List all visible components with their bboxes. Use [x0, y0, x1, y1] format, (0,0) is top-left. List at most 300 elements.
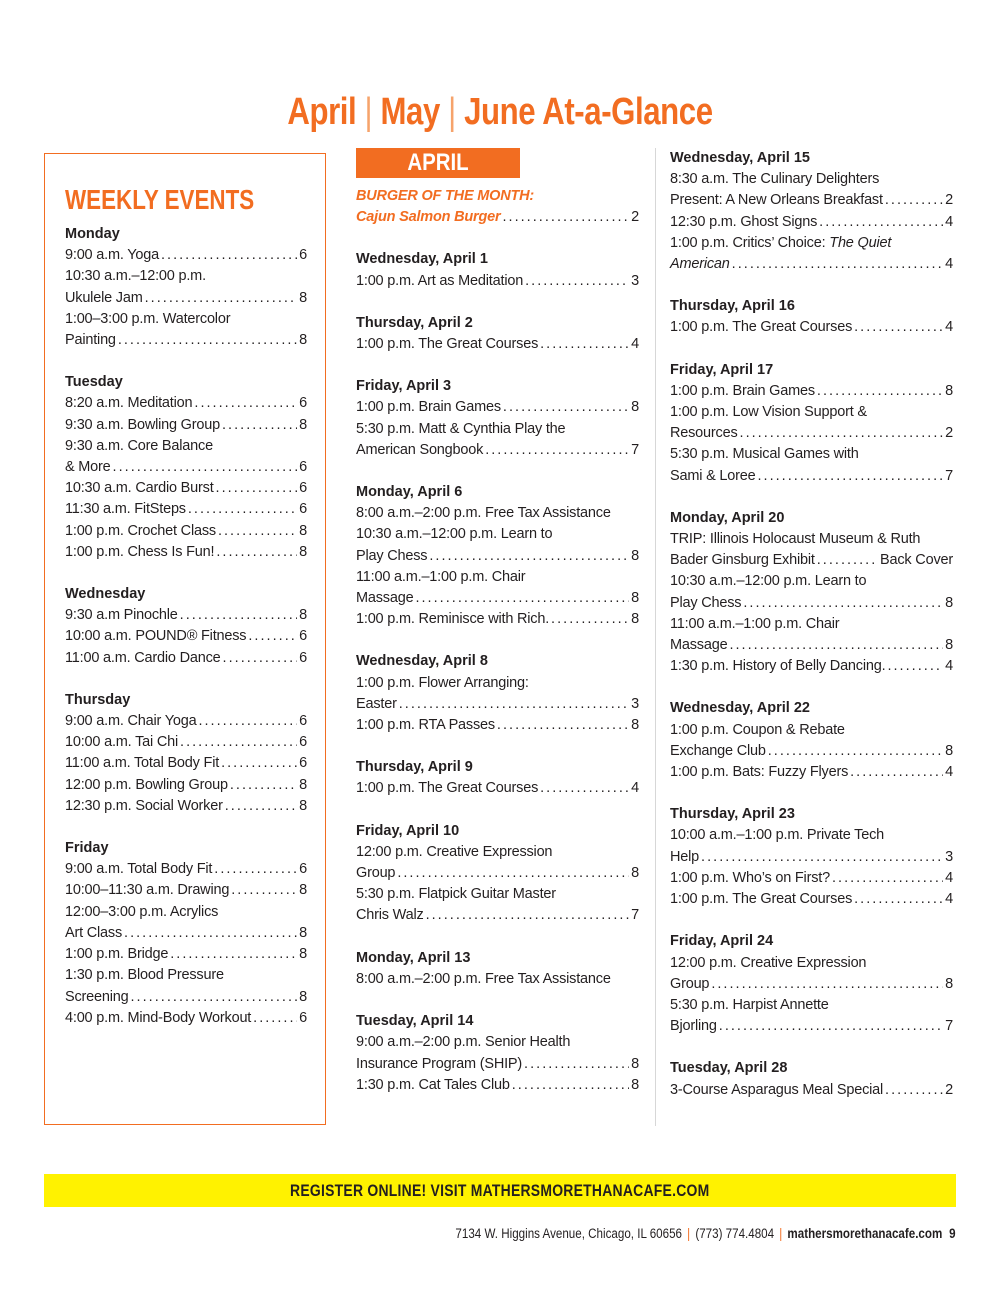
event-line [65, 478, 307, 499]
leader-dots [768, 741, 943, 762]
event-text: Massage [356, 590, 414, 607]
day-heading: Friday [65, 840, 109, 857]
page-number: 8 [945, 742, 953, 759]
event-line [356, 567, 639, 588]
event-text: 11:00 a.m.–1:00 p.m. Chair [356, 568, 526, 585]
event-text: 9:00 a.m. Total Body Fit [65, 861, 213, 878]
page-number: 2 [945, 192, 953, 209]
event-line [356, 884, 639, 905]
register-banner [44, 1174, 956, 1207]
event-text: 1:00 p.m. Who’s on First? [670, 869, 830, 886]
event-text: 9:00 a.m. Chair Yoga [65, 713, 197, 730]
weekly-events-box [44, 153, 326, 1125]
leader-dots [231, 880, 297, 901]
day-heading: Thursday, April 2 [356, 314, 473, 331]
event-line [670, 466, 953, 487]
day-group [670, 360, 953, 487]
leader-dots [113, 457, 298, 478]
leader-dots [248, 626, 297, 647]
event-line [356, 694, 639, 715]
event-text: Sami & Loree [670, 467, 756, 484]
leader-dots [540, 778, 629, 799]
day-heading: Thursday, April 16 [670, 298, 795, 315]
event-title-italic: American [670, 256, 730, 273]
event-line [65, 499, 307, 520]
page-number: 7 [631, 907, 639, 924]
page-number: 2 [945, 1081, 953, 1098]
event-line [670, 571, 953, 592]
page-number: 6 [299, 1009, 307, 1026]
event-line [670, 529, 953, 550]
event-text: Easter [356, 695, 397, 712]
leader-dots [850, 762, 943, 783]
event-line [65, 648, 307, 669]
page-number: 8 [299, 924, 307, 941]
event-text: 1:00 p.m. RTA Passes [356, 717, 495, 734]
event-line [670, 190, 953, 211]
event-line [670, 444, 953, 465]
day-heading: Tuesday, April 28 [670, 1060, 788, 1077]
day-heading: Thursday, April 9 [356, 759, 473, 776]
page-number: 4 [631, 780, 639, 797]
footer-phone: (773) 774.4804 [695, 1226, 775, 1241]
leader-dots [180, 732, 297, 753]
footer-address: 7134 W. Higgins Avenue, Chicago, IL 60656 [455, 1226, 683, 1241]
leader-dots [524, 1054, 629, 1075]
event-text: 10:30 a.m.–12:00 p.m. [65, 268, 206, 285]
event-text: Bader Ginsburg Exhibit [670, 552, 815, 569]
day-group [65, 584, 307, 669]
event-line [65, 880, 307, 901]
event-line [670, 423, 953, 444]
page-number: 8 [945, 594, 953, 611]
page-number: 6 [299, 501, 307, 518]
event-text: 12:00 p.m. Bowling Group [65, 776, 228, 793]
event-text: Group [356, 865, 396, 882]
event-line [65, 542, 307, 563]
event-line [670, 889, 953, 910]
page-number: 3 [631, 695, 639, 712]
page-number: 4 [631, 336, 639, 353]
event-text: Group [670, 975, 710, 992]
leader-dots [503, 397, 629, 418]
day-group [670, 1058, 953, 1100]
event-line [356, 673, 639, 694]
leader-dots [854, 889, 943, 910]
leader-dots [216, 542, 297, 563]
day-group [65, 372, 307, 563]
event-text: 9:30 a.m. Bowling Group [65, 416, 220, 433]
event-text: 3-Course Asparagus Meal Special [670, 1081, 884, 1098]
event-text: 5:30 p.m. Musical Games with [670, 446, 859, 463]
page-number: 4 [945, 658, 953, 675]
event-line [356, 905, 639, 926]
day-group [65, 690, 307, 817]
event-text: 5:30 p.m. Harpist Annette [670, 996, 829, 1013]
event-line [356, 588, 639, 609]
event-text: 5:30 p.m. Matt & Cynthia Play the [356, 420, 566, 437]
event-line [356, 1075, 639, 1096]
event-text: Chris Walz [356, 907, 424, 924]
event-text: 10:00 a.m. Tai Chi [65, 734, 179, 751]
page-number: 8 [631, 590, 639, 607]
event-text: 1:30 p.m. History of Belly Dancing. [670, 658, 886, 675]
page-number: 8 [945, 637, 953, 654]
leader-dots [194, 393, 297, 414]
event-text: Present: A New Orleans Breakfast [670, 192, 883, 209]
event-line [356, 440, 639, 461]
event-text: 1:00 p.m. Brain Games [670, 382, 815, 399]
leader-dots [512, 1075, 629, 1096]
page-number: Back Cover [880, 552, 953, 569]
leader-dots [832, 868, 943, 889]
event-line [670, 317, 953, 338]
day-heading: Tuesday, April 14 [356, 1013, 474, 1030]
event-text: American Songbook [356, 441, 484, 458]
page-number: 8 [299, 543, 307, 560]
event-line [65, 457, 307, 478]
title-separator: | [364, 91, 373, 134]
event-title-italic: The Quiet [829, 234, 892, 251]
event-text: Massage [670, 637, 728, 654]
event-line [356, 1032, 639, 1053]
title-may: May [380, 91, 440, 134]
page-number: 4 [945, 256, 953, 273]
event-text: 1:00 p.m. The Great Courses [670, 891, 853, 908]
event-text: 8:20 a.m. Meditation [65, 395, 193, 412]
leader-dots [885, 190, 943, 211]
page-number: 4 [945, 764, 953, 781]
footer-website: mathersmorethanacafe.com [787, 1226, 943, 1241]
day-heading: Monday, April 13 [356, 949, 471, 966]
day-heading: Wednesday, April 15 [670, 150, 810, 166]
event-text: Painting [65, 332, 116, 349]
event-line [65, 987, 307, 1008]
event-line [356, 524, 639, 545]
page-number: 4 [945, 213, 953, 230]
event-text: 10:00 a.m.–1:00 p.m. Private Tech [670, 827, 884, 844]
event-line [65, 965, 307, 986]
event-line [670, 953, 953, 974]
day-heading: Monday, April 6 [356, 484, 463, 501]
event-text: 4:00 p.m. Mind-Body Workout [65, 1009, 252, 1026]
event-line [65, 859, 307, 880]
leader-dots [743, 593, 943, 614]
day-group [670, 508, 953, 678]
day-group [356, 482, 639, 630]
event-text: Play Chess [670, 594, 742, 611]
leader-dots [540, 334, 629, 355]
event-line [670, 974, 953, 995]
event-line [356, 842, 639, 863]
event-text: 10:00–11:30 a.m. Drawing [65, 882, 230, 899]
page-number: 7 [945, 467, 953, 484]
event-line [670, 995, 953, 1016]
event-line [356, 546, 639, 567]
event-text: 1:00 p.m. Brain Games [356, 399, 501, 416]
event-line [356, 334, 639, 355]
event-line [670, 233, 953, 254]
burger-entry [356, 207, 639, 228]
event-line [65, 923, 307, 944]
page-number: 6 [299, 713, 307, 730]
page-number: 8 [631, 399, 639, 416]
leader-dots [887, 656, 943, 677]
title-separator: | [448, 91, 456, 134]
leader-dots [216, 478, 298, 499]
day-group [356, 757, 639, 799]
page-title [90, 91, 910, 134]
page-number: 4 [945, 319, 953, 336]
event-line [65, 902, 307, 923]
event-text: 11:00 a.m.–1:00 p.m. Chair [670, 615, 840, 632]
event-line [356, 397, 639, 418]
day-group [65, 224, 307, 351]
day-heading: Wednesday, April 22 [670, 700, 810, 717]
event-text: 1:00 p.m. The Great Courses [356, 780, 539, 797]
event-line [356, 419, 639, 440]
day-heading: Tuesday [65, 374, 123, 391]
event-line [65, 330, 307, 351]
page-number: 3 [945, 848, 953, 865]
event-text: 1:00 p.m. Art as Meditation [356, 272, 524, 289]
page-number: 6 [299, 755, 307, 772]
event-text: 1:00 p.m. Bridge [65, 946, 169, 963]
burger-label: BURGER OF THE MONTH: [356, 188, 535, 204]
leader-dots [221, 753, 297, 774]
day-heading: Wednesday, April 8 [356, 653, 488, 670]
event-text: Ukulele Jam [65, 289, 143, 306]
page-number: 3 [631, 272, 639, 289]
weekly-events-heading: WEEKLY EVENTS [65, 184, 255, 215]
event-text: 1:00 p.m. Chess Is Fun! [65, 543, 215, 560]
page-number: 7 [631, 441, 639, 458]
event-text: 11:30 a.m. FitSteps [65, 501, 186, 518]
page-number: 8 [299, 776, 307, 793]
leader-dots [732, 254, 943, 275]
event-line [65, 1008, 307, 1029]
burger-name: Cajun Salmon Burger [356, 209, 501, 226]
leader-dots [711, 974, 943, 995]
page-number: 6 [299, 649, 307, 666]
page-number: 6 [299, 480, 307, 497]
day-group [356, 313, 639, 355]
event-text: 1:00 p.m. Critics’ Choice: [670, 234, 826, 251]
leader-dots [230, 775, 297, 796]
page-number: 8 [631, 865, 639, 882]
event-text: 10:30 a.m.–12:00 p.m. Learn to [670, 573, 867, 590]
leader-dots [817, 550, 878, 571]
event-line [65, 288, 307, 309]
leader-dots [551, 609, 629, 630]
leader-dots [817, 381, 943, 402]
title-april: April [287, 91, 357, 134]
event-text: Help [670, 848, 700, 865]
page-number: 8 [945, 382, 953, 399]
page-number: 8 [631, 547, 639, 564]
burger-of-the-month [356, 186, 639, 228]
leader-dots [502, 207, 629, 228]
event-text: 1:00 p.m. The Great Courses [356, 336, 539, 353]
page-number: 8 [299, 522, 307, 539]
leader-dots [188, 499, 297, 520]
event-line [356, 863, 639, 884]
day-heading: Wednesday [65, 586, 146, 603]
event-line [670, 593, 953, 614]
event-text: 8:00 a.m.–2:00 p.m. Free Tax Assistance [356, 505, 611, 522]
day-heading: Thursday [65, 691, 131, 708]
event-text: 9:00 a.m. Yoga [65, 247, 159, 264]
leader-dots [497, 715, 629, 736]
day-group [670, 148, 953, 275]
day-group [670, 296, 953, 338]
event-line [670, 741, 953, 762]
event-line [65, 753, 307, 774]
day-heading: Friday, April 24 [670, 933, 774, 950]
leader-dots [223, 648, 298, 669]
event-line [356, 503, 639, 524]
event-line [356, 778, 639, 799]
page-number: 8 [299, 607, 307, 624]
event-line [65, 605, 307, 626]
leader-dots [218, 521, 297, 542]
page-number: 6 [299, 459, 307, 476]
leader-dots [719, 1016, 943, 1037]
event-line [65, 711, 307, 732]
day-group [356, 821, 639, 927]
event-text: 1:00 p.m. Flower Arranging: [356, 674, 529, 691]
event-line [65, 266, 307, 287]
event-text: 12:00 p.m. Creative Expression [356, 843, 553, 860]
event-text: 5:30 p.m. Flatpick Guitar Master [356, 886, 556, 903]
day-group [356, 948, 639, 990]
footer-separator: | [779, 1226, 783, 1241]
leader-dots [854, 317, 943, 338]
event-line [65, 775, 307, 796]
event-text: Play Chess [356, 547, 428, 564]
day-group [670, 931, 953, 1037]
event-line [670, 402, 953, 423]
event-text: Insurance Program (SHIP) [356, 1055, 523, 1072]
leader-dots [429, 546, 629, 567]
event-text: Resources [670, 425, 738, 442]
leader-dots [819, 212, 943, 233]
day-heading: Friday, April 3 [356, 378, 452, 395]
page-footer [456, 1226, 956, 1241]
event-line [65, 309, 307, 330]
event-line [356, 1054, 639, 1075]
leader-dots [225, 796, 297, 817]
title-june: June At-a-Glance [464, 91, 713, 134]
leader-dots [701, 847, 943, 868]
day-group [356, 249, 639, 291]
day-group [356, 651, 639, 736]
event-text: 8:00 a.m.–2:00 p.m. Free Tax Assistance [356, 970, 611, 987]
page-number: 6 [299, 395, 307, 412]
page-number: 8 [299, 416, 307, 433]
day-heading: Monday [65, 226, 120, 242]
event-text: 1:30 p.m. Cat Tales Club [356, 1076, 510, 1093]
leader-dots [426, 905, 630, 926]
april-column [356, 148, 639, 1117]
leader-dots [253, 1008, 297, 1029]
event-line [356, 271, 639, 292]
event-text: 1:00 p.m. Bats: Fuzzy Flyers [670, 764, 849, 781]
event-text: 9:00 a.m.–2:00 p.m. Senior Health [356, 1034, 571, 1051]
event-line [670, 868, 953, 889]
event-line [670, 635, 953, 656]
event-text: 12:30 p.m. Ghost Signs [670, 213, 818, 230]
event-text: Art Class [65, 924, 123, 941]
event-line [670, 550, 953, 571]
leader-dots [415, 588, 629, 609]
day-heading: Wednesday, April 1 [356, 251, 488, 268]
footer-page-number: 9 [949, 1226, 956, 1241]
event-line [65, 732, 307, 753]
day-heading: Thursday, April 23 [670, 806, 795, 823]
leader-dots [740, 423, 944, 444]
leader-dots [729, 635, 943, 656]
page-number: 8 [299, 289, 307, 306]
event-text: 1:00 p.m. The Great Courses [670, 319, 853, 336]
event-line [670, 720, 953, 741]
event-line [670, 212, 953, 233]
event-line [65, 415, 307, 436]
event-text: & More [65, 459, 111, 476]
event-line [670, 614, 953, 635]
day-heading: Monday, April 20 [670, 509, 785, 526]
leader-dots [485, 440, 629, 461]
day-group [65, 838, 307, 1029]
event-text: Exchange Club [670, 742, 766, 759]
event-text: 11:00 a.m. Cardio Dance [65, 649, 221, 666]
event-text: 10:00 a.m. POUND® Fitness [65, 628, 247, 645]
leader-dots [397, 863, 629, 884]
event-text: 12:30 p.m. Social Worker [65, 797, 223, 814]
event-line [670, 825, 953, 846]
event-text: 12:00–3:00 p.m. Acrylics [65, 903, 219, 920]
leader-dots [757, 466, 943, 487]
event-text: 1:00 p.m. Low Vision Support & [670, 404, 867, 421]
footer-separator: | [687, 1226, 691, 1241]
leader-dots [525, 271, 629, 292]
event-line [670, 254, 953, 275]
page-number: 8 [631, 1076, 639, 1093]
event-text: 9:30 a.m Pinochle [65, 607, 178, 624]
day-heading: Friday, April 17 [670, 361, 774, 378]
page-number: 2 [945, 425, 953, 442]
day-group [670, 698, 953, 783]
page-number: 8 [299, 946, 307, 963]
event-line [65, 944, 307, 965]
page-number: 6 [299, 628, 307, 645]
event-text: 10:30 a.m. Cardio Burst [65, 480, 214, 497]
event-line [670, 762, 953, 783]
weekly-events-list [65, 182, 307, 1050]
leader-dots [170, 944, 297, 965]
event-text: 11:00 a.m. Total Body Fit [65, 755, 220, 772]
event-line [65, 626, 307, 647]
april-banner [356, 148, 520, 178]
event-line [65, 393, 307, 414]
leader-dots [885, 1080, 943, 1101]
register-text: REGISTER ONLINE! VISIT MATHERSMORETHANACAFE.COM [290, 1181, 710, 1200]
leader-dots [124, 923, 297, 944]
event-line [670, 381, 953, 402]
page-number: 4 [945, 891, 953, 908]
day-group [670, 804, 953, 910]
april-banner-label: APRIL [407, 149, 469, 176]
